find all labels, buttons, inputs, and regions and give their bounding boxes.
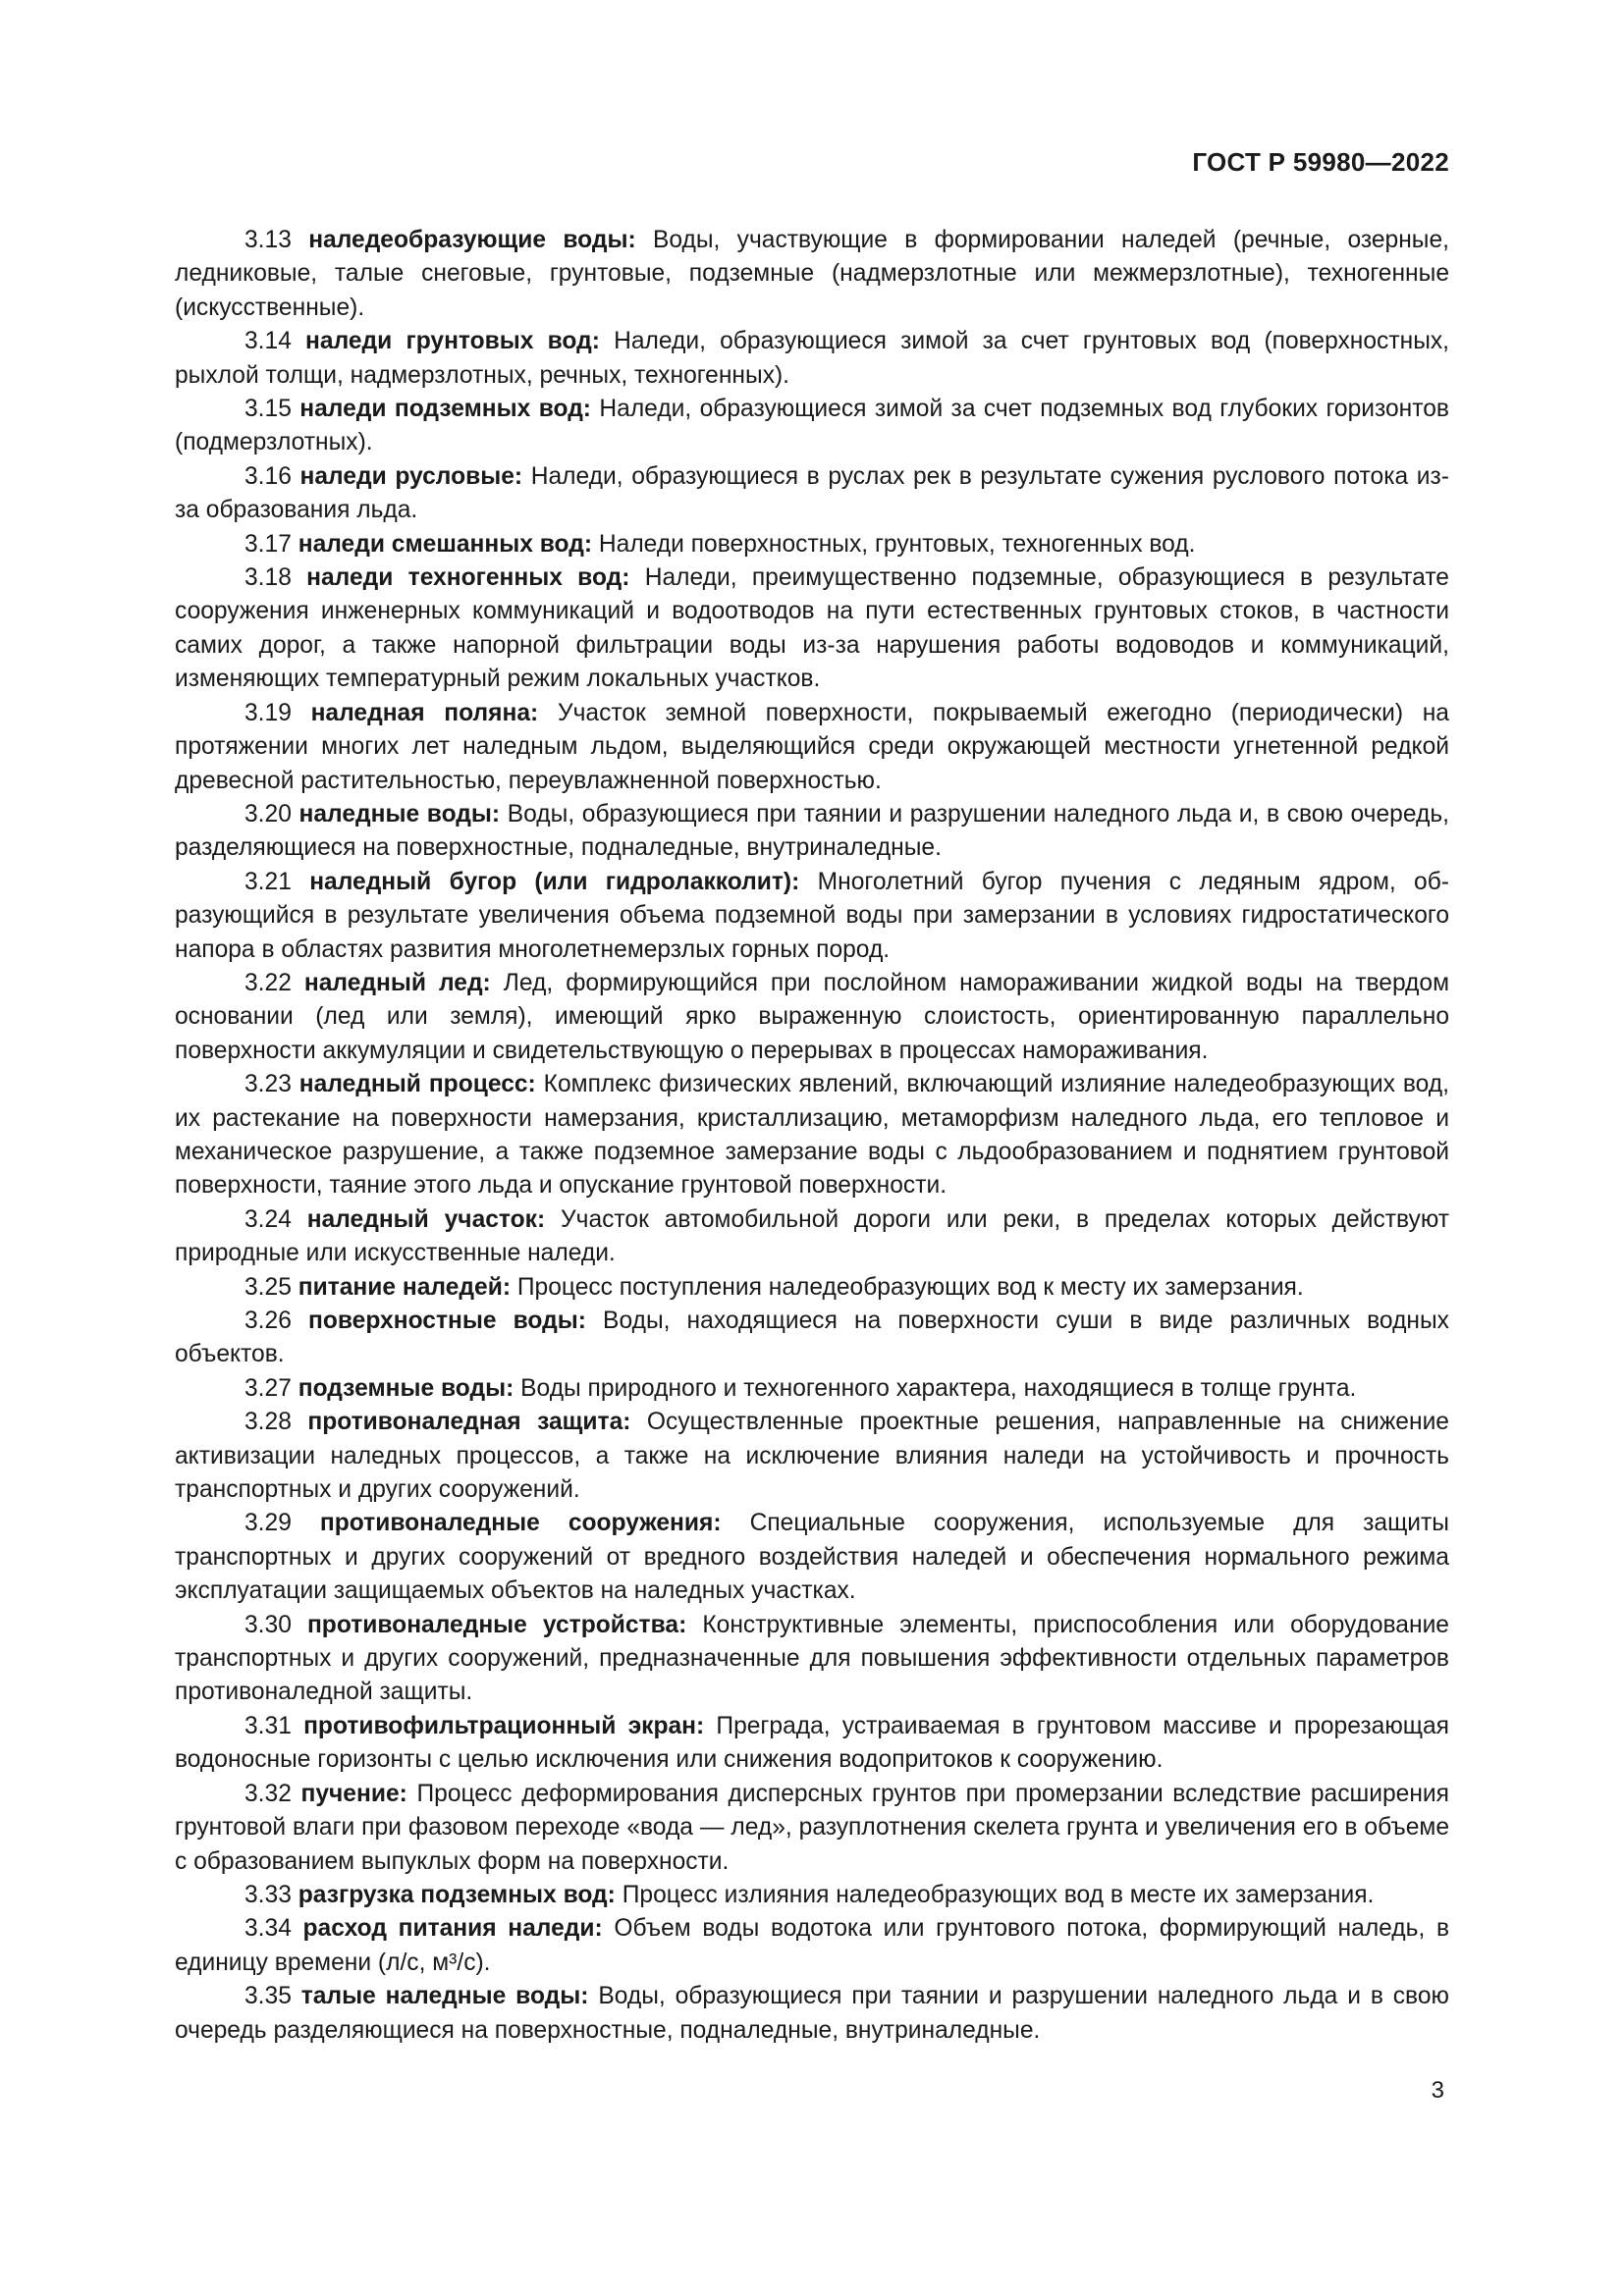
term-text: Многолетний бугор пучения с ледяным ядром, образующийся в результате увеличения объема подземной воды при замерзании в условиях гидростатического напора в областях развития многолетнемерзлых горных пород. <box>175 868 1449 963</box>
term-name: питание наледей: <box>298 1273 512 1301</box>
term-text: Специальные сооружения, используемые для защиты транспортных и других сооружений от вредного воздействия наледей и обеспечения нормального режима эксплуатации защищаемых объектов на наледных участках. <box>175 1510 1449 1605</box>
term-definition <box>175 697 1449 798</box>
term-text: Наледи, образующиеся зимой за счет подземных вод глубоких горизонтов (подмерзлотных). <box>175 396 1449 456</box>
term-name: наледная поляна: <box>310 699 539 726</box>
term-definition <box>175 460 1449 528</box>
term-name: наледные воды: <box>298 800 501 828</box>
page-number: 3 <box>1431 2077 1444 2104</box>
term-text: Наледи, преимущественно подземные, образующиеся в результате сооружения инженерных коммуникаций и водоотводов на пути естественных грунтовых стоков, в частности самих дорог, а также напорной фильтрации воды из-за нарушения работы водоводов и коммуникаций, изменяющих температурный режим локальных участков. <box>175 564 1449 693</box>
term-name: разгрузка подземных вод: <box>298 1881 616 1908</box>
term-number: 3.18 <box>244 564 292 592</box>
term-text: Конструктивные элементы, приспособления или оборудование транспортных и других сооружений, предназначенные для повышения эффективности отдельных параметров противоналедной защиты. <box>175 1611 1449 1706</box>
term-number: 3.23 <box>244 1071 292 1098</box>
term-number: 3.15 <box>244 396 292 423</box>
term-number: 3.19 <box>244 699 292 726</box>
term-number: 3.27 <box>244 1374 292 1402</box>
term-number: 3.14 <box>244 328 292 355</box>
term-name: поверхностные воды: <box>307 1308 586 1334</box>
term-name: наледеобразующие воды: <box>308 227 636 253</box>
term-name: наледи смешанных вод: <box>298 530 593 558</box>
term-text: Участок земной поверхности, покрываемый ежегодно (периодически) на протяжении многих лет наледным льдом, выделяющийся среди окружающей местности угнетенной редкой древесной растительностью, переувлажненной поверхностью. <box>175 699 1449 794</box>
term-definition <box>175 1609 1449 1710</box>
term-definition <box>175 1271 1449 1305</box>
term-definition <box>175 967 1449 1068</box>
term-text: Наледи, образующиеся зимой за счет грунтовых вод (поверхностных, рыхлой толщи, надмерзлотных, речных, техногенных). <box>175 328 1449 389</box>
term-name: талые наледные воды: <box>300 1983 589 2010</box>
term-name: наледный процесс: <box>298 1071 536 1098</box>
term-definition <box>175 1068 1449 1203</box>
term-name: наледи грунтовых вод: <box>305 328 600 355</box>
term-number: 3.34 <box>244 1915 292 1943</box>
term-number: 3.26 <box>244 1308 292 1334</box>
term-number: 3.21 <box>244 868 292 895</box>
document-code: ГОСТ Р 59980—2022 <box>1192 147 1449 177</box>
term-name: наледи русловые: <box>299 462 523 490</box>
term-name: противоналедная защита: <box>307 1409 631 1436</box>
term-number: 3.29 <box>244 1510 292 1537</box>
term-definition <box>175 1710 1449 1778</box>
term-definition <box>175 1879 1449 1912</box>
term-name: наледи техногенных вод: <box>306 564 630 592</box>
term-text: Воды, образующиеся при таянии и разрушении наледного льда и в свою очередь разделяющиеся на поверхностные, подналедные, внутриналедные. <box>175 1983 1449 2044</box>
term-text: Воды природного и техногенного характера, находящиеся в толще грунта. <box>520 1374 1357 1402</box>
term-number: 3.32 <box>244 1780 292 1807</box>
term-definition <box>175 1305 1449 1372</box>
term-definition <box>175 1778 1449 1879</box>
term-name: расход питания наледи: <box>302 1915 603 1943</box>
term-text: Воды, находящиеся на поверхности суши в виде различных водных объектов. <box>175 1308 1449 1368</box>
term-number: 3.35 <box>244 1983 292 2010</box>
term-text: Наледи поверхностных, грунтовых, техногенных вод. <box>598 530 1196 558</box>
term-text: Комплекс физических явлений, включающий излияние наледеобразующих вод, их растекание на поверхности намерзания, кристаллизацию, метаморфизм наледного льда, его тепловое и механическое разрушение, а также подземное замерзание воды с льдообразованием и поднятием грунтовой поверхности, таяние этого льда и опускание грунтовой поверхности. <box>175 1071 1449 1200</box>
term-definition <box>175 528 1449 561</box>
term-number: 3.16 <box>244 462 292 490</box>
term-number: 3.30 <box>244 1611 292 1638</box>
term-text: Наледи, образующиеся в руслах рек в результате сужения руслового потока из-за образования льда. <box>175 462 1449 524</box>
term-number: 3.17 <box>244 530 292 558</box>
term-name: подземные воды: <box>298 1374 514 1402</box>
term-number: 3.25 <box>244 1273 292 1301</box>
term-definition <box>175 866 1449 967</box>
term-number: 3.20 <box>244 800 292 828</box>
terms-list <box>175 224 1449 2048</box>
term-name: наледный лед: <box>303 969 491 996</box>
term-definition <box>175 561 1449 697</box>
term-definition <box>175 798 1449 866</box>
term-definition <box>175 1980 1449 2048</box>
term-definition <box>175 1912 1449 1980</box>
term-name: противофильтрационный экран: <box>303 1712 705 1739</box>
term-text: Осуществленные проектные решения, направленные на снижение активизации наледных процессов, а также на исключение влияния наледи на устойчивость и прочность транспортных и других сооружений. <box>175 1409 1449 1504</box>
term-text: Участок автомобильной дороги или реки, в пределах которых действуют природные или искусственные наледи. <box>175 1205 1450 1267</box>
term-number: 3.28 <box>244 1409 292 1436</box>
term-number: 3.31 <box>244 1712 292 1739</box>
term-definition <box>175 1372 1449 1406</box>
term-text: Воды, образующиеся при таянии и разрушении наледного льда и, в свою очередь, разделяющиеся на поверхностные, подналедные, внутриналедные. <box>175 800 1449 862</box>
term-number: 3.22 <box>244 969 292 996</box>
term-name: пучение: <box>300 1780 407 1807</box>
term-definition <box>175 1507 1449 1608</box>
term-number: 3.24 <box>244 1205 292 1233</box>
term-definition <box>175 224 1449 325</box>
term-definition <box>175 325 1449 393</box>
term-name: противоналедные устройства: <box>306 1611 687 1638</box>
term-number: 3.13 <box>244 227 292 253</box>
term-definition <box>175 393 1449 460</box>
term-text: Преграда, устраиваемая в грунтовом массиве и прорезающая водоносные горизонты с целью исключения или снижения водопритоков к сооружению. <box>175 1712 1449 1774</box>
term-name: противоналедные сооружения: <box>319 1510 722 1537</box>
term-text: Процесс деформирования дисперсных грунтов при промерзании вследствие расширения грунтовой влаги при фазовом переходе «вода — лед», разуплотнения скелета грунта и увеличения его в объеме с образованием выпуклых форм на поверхности. <box>175 1780 1449 1875</box>
term-text: Воды, участвующие в формировании наледей (речные, озерные, ледниковые, талые снеговые, грунтовые, подземные (надмерзлотные или межмерзлотные), техногенные (искусственные). <box>175 227 1449 321</box>
term-definition <box>175 1406 1449 1507</box>
term-text: Процесс излияния наледеобразующих вод в месте их замерзания. <box>622 1881 1375 1908</box>
term-name: наледный бугор (или гидролакколит): <box>309 868 800 895</box>
term-text: Объем воды водотока или грунтового потока, формирующий наледь, в единицу времени (л/с, м³/с). <box>175 1915 1450 1976</box>
term-name: наледный участок: <box>306 1205 546 1233</box>
term-text: Процесс поступления наледеобразующих вод к месту их замерзания. <box>516 1273 1304 1301</box>
term-definition <box>175 1203 1449 1271</box>
term-name: наледи подземных вод: <box>299 396 591 423</box>
term-number: 3.33 <box>244 1881 292 1908</box>
term-text: Лед, формирующийся при послойном намораживании жидкой воды на твердом основании (лед или земля), имеющий ярко выраженную слоистость, ориентированную параллельно поверхности аккумуляции и свидетельствующую о перерывах в процессах намораживания. <box>175 969 1449 1064</box>
